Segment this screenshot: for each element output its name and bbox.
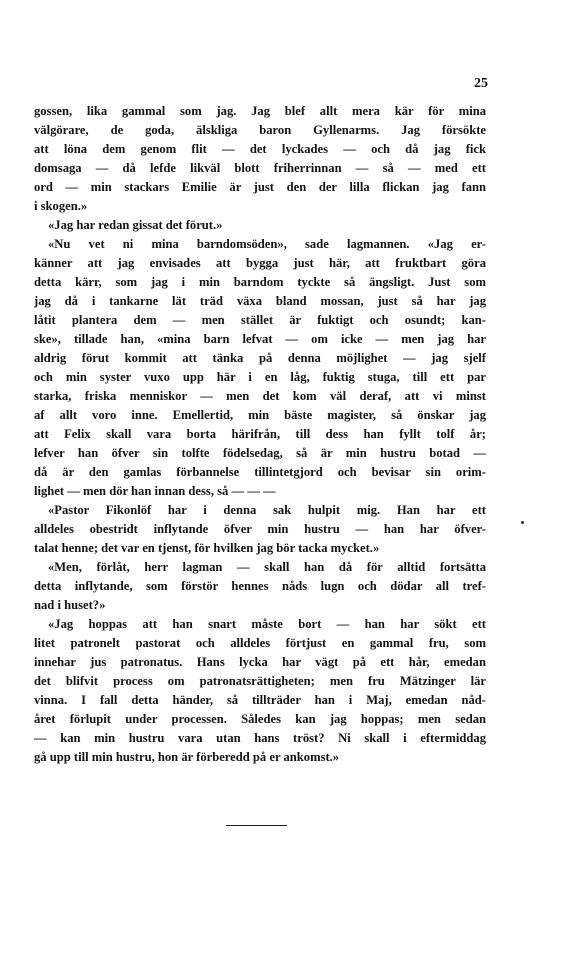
text-line: vinna. I fall detta händer, så tillträder han i Maj, emedan nåd- xyxy=(34,693,486,707)
text-line: «Nu vet ni mina barndomsöden», sade lagmannen. «Jag er- xyxy=(48,237,486,251)
text-line: detta kärr, som jag i min barndom tyckte så ängsligt. Just som xyxy=(34,275,486,289)
text-line: detta inflytande, som förstör hennes nåds lugn och dödar all tref- xyxy=(34,579,486,593)
text-line: jag då i tankarne lät träd växa bland mossan, just så har jag xyxy=(34,294,486,308)
text-line: — kan min hustru vara utan hans tröst? Ni skall i eftermiddag xyxy=(34,731,486,745)
text-line: året förlupit under processen. Således kan jag hoppas; men sedan xyxy=(34,712,486,726)
text-line: litet patronelt pastorat och alldeles förtjust en gammal fru, som xyxy=(34,636,486,650)
text-line: domsaga — då lefde likväl blott friherrinnan — så — med ett xyxy=(34,161,486,175)
text-line: «Jag har redan gissat det förut.» xyxy=(48,218,223,232)
text-line: välgörare, de goda, älskliga baron Gyllenarms. Jag försökte xyxy=(34,123,486,137)
text-line: «Men, förlåt, herr lagman — skall han då för alltid fortsätta xyxy=(48,560,486,574)
text-line: talat henne; det var en tjenst, för hvilken jag bör tacka mycket.» xyxy=(34,541,380,555)
text-line: alldeles obestridt inflytande öfver min hustru — han har öfver- xyxy=(34,522,486,536)
text-line: att löna dem genom flit — det lyckades — och då jag fick xyxy=(34,142,486,156)
text-line: känner att jag envisades att bygga just här, att fruktbart göra xyxy=(34,256,486,270)
text-line: ord — min stackars Emilie är just den der lilla flickan jag fann xyxy=(34,180,486,194)
text-line: «Pastor Fikonlöf har i denna sak hulpit mig. Han har ett xyxy=(48,503,486,517)
body-text xyxy=(34,102,486,767)
text-line: gå upp till min hustru, hon är förberedd på er ankomst.» xyxy=(34,750,340,764)
text-line: aldrig förut kommit att tänka på denna möjlighet — jag sjelf xyxy=(34,351,486,365)
section-rule xyxy=(226,825,287,826)
text-line: af allt voro inne. Emellertid, min bäste magister, så önskar jag xyxy=(34,408,486,422)
text-line: «Jag hoppas att han snart måste bort — han har sökt ett xyxy=(48,617,486,631)
text-line: och min syster vuxo upp här i en låg, fuktig stuga, till ett par xyxy=(34,370,486,384)
page-number: 25 xyxy=(474,76,488,91)
text-line: lefver han öfver sin tolfte födelsedag, så är min hustru botad — xyxy=(34,446,486,460)
text-line: det blifvit process om patronatsrättigheten; men fru Mätzinger lär xyxy=(34,674,486,688)
print-speck xyxy=(521,521,524,524)
text-line: då är den gamlas förbannelse tillintetgjord och bevisar sin orim- xyxy=(34,465,486,479)
text-line: lighet — men dör han innan dess, så — — — xyxy=(34,484,276,498)
text-line: innehar jus patronatus. Hans lycka har vägt på ett hår, emedan xyxy=(34,655,486,669)
text-line: låtit plantera dem — men stället är fuktigt och osundt; kan- xyxy=(34,313,486,327)
text-line: nad i huset?» xyxy=(34,598,106,612)
text-line: ske», tillade han, «mina barn lefvat — om icke — men jag har xyxy=(34,332,486,346)
text-line: att Felix skall vara borta härifrån, till dess han fyllt tolf år; xyxy=(34,427,486,441)
text-line: starka, friska menniskor — men det kom väl deraf, att vi minst xyxy=(34,389,486,403)
text-line: i skogen.» xyxy=(34,199,88,213)
text-line: gossen, lika gammal som jag. Jag blef allt mera kär för mina xyxy=(34,104,486,118)
